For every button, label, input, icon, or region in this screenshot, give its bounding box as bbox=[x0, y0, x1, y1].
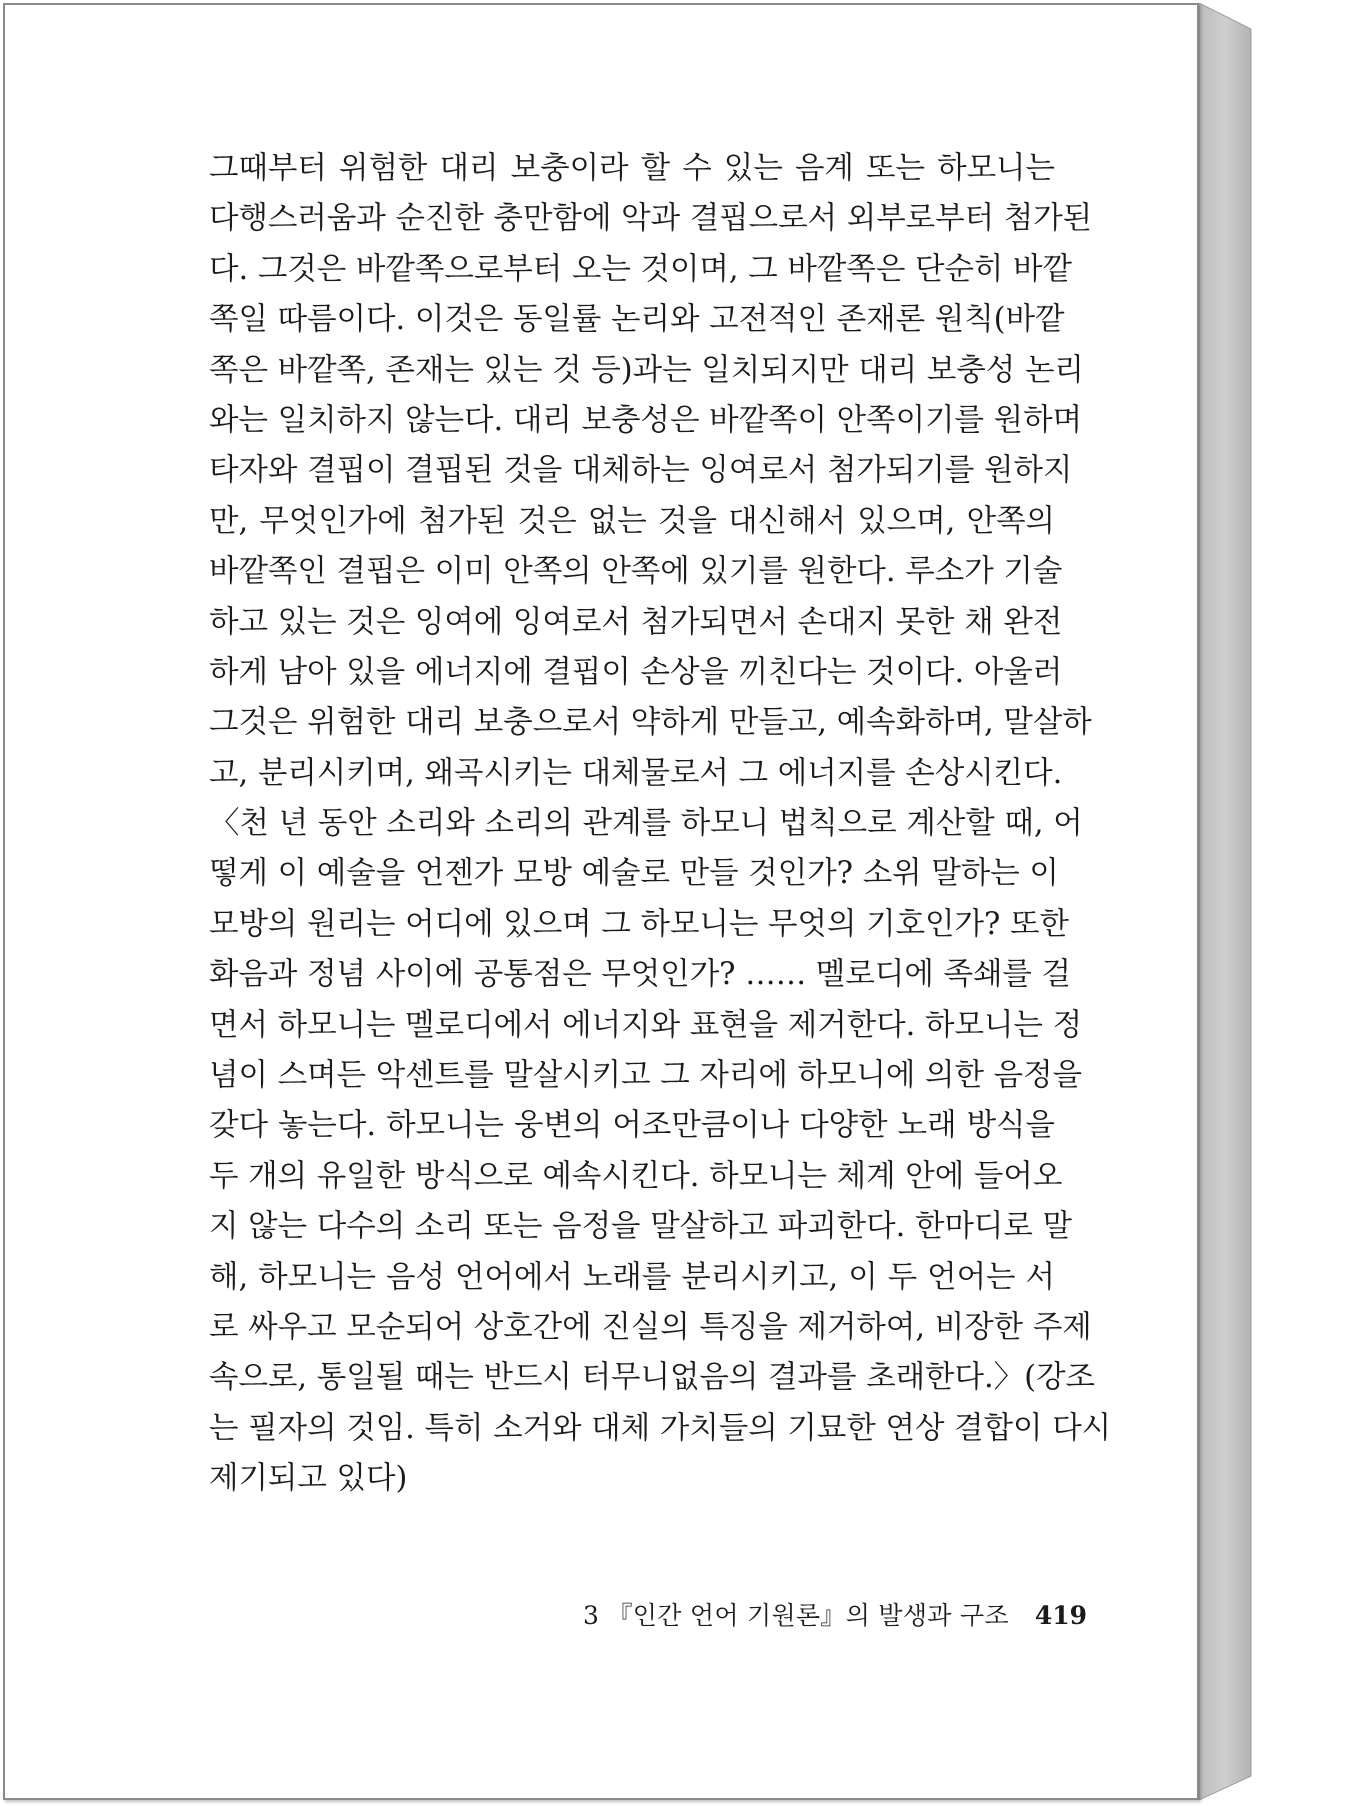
text-line: 쪽은 바깥쪽, 존재는 있는 것 등)과는 일치되지만 대리 보충성 논리 bbox=[209, 352, 1084, 388]
text-line: 화음과 정념 사이에 공통점은 무엇인가? …… 멜로디에 족쇄를 걸 bbox=[209, 957, 1072, 993]
text-line: 하고 있는 것은 잉여에 잉여로서 첨가되면서 손대지 못한 채 완전 bbox=[209, 604, 1063, 640]
page-number: 419 bbox=[1034, 1601, 1088, 1630]
page-edge-shape bbox=[1199, 3, 1257, 1800]
text-line: 고, 분리시키며, 왜곡시키는 대체물로서 그 에너지를 손상시킨다. bbox=[209, 755, 1063, 791]
page-footer bbox=[583, 1594, 1088, 1638]
text-line: 떻게 이 예술을 언젠가 모방 예술로 만들 것인가? 소위 말하는 이 bbox=[209, 856, 1059, 892]
text-line: 바깥쪽인 결핍은 이미 안쪽의 안쪽에 있기를 원한다. 루소가 기술 bbox=[209, 554, 1063, 590]
text-line: 는 필자의 것임. 특히 소거와 대체 가치들의 기묘한 연상 결합이 다시 bbox=[209, 1410, 1112, 1446]
text-line: 지 않는 다수의 소리 또는 음정을 말살하고 파괴한다. 한마디로 말 bbox=[209, 1209, 1072, 1245]
text-line: 속으로, 통일될 때는 반드시 터무니없음의 결과를 초래한다.〉(강조 bbox=[209, 1360, 1095, 1396]
text-line: 념이 스며든 악센트를 말살시키고 그 자리에 하모니에 의한 음정을 bbox=[209, 1058, 1083, 1094]
text-line: 해, 하모니는 음성 언어에서 노래를 분리시키고, 이 두 언어는 서 bbox=[209, 1259, 1055, 1295]
text-line: 갖다 놓는다. 하모니는 웅변의 어조만큼이나 다양한 노래 방식을 bbox=[209, 1108, 1055, 1144]
text-line: 그것은 위험한 대리 보충으로서 약하게 만들고, 예속화하며, 말살하 bbox=[209, 705, 1092, 741]
running-footer-chapter: 3 『인간 언어 기원론』의 발생과 구조 bbox=[583, 1601, 1009, 1630]
text-line: 타자와 결핍이 결핍된 것을 대체하는 잉여로서 첨가되기를 원하지 bbox=[209, 453, 1073, 489]
text-line: 다행스러움과 순진한 충만함에 악과 결핍으로서 외부로부터 첨가된 bbox=[209, 201, 1093, 237]
text-line: 로 싸우고 모순되어 상호간에 진실의 특징을 제거하여, 비장한 주제 bbox=[209, 1309, 1092, 1345]
text-line: 쪽일 따름이다. 이것은 동일률 논리와 고전적인 존재론 원칙(바깥 bbox=[209, 302, 1065, 338]
book-page-edge bbox=[1199, 3, 1257, 1800]
text-line: 제기되고 있다) bbox=[209, 1461, 408, 1497]
text-line: 그때부터 위험한 대리 보충이라 할 수 있는 음계 또는 하모니는 bbox=[209, 151, 1055, 186]
text-line: 하게 남아 있을 에너지에 결핍이 손상을 끼친다는 것이다. 아울러 bbox=[209, 654, 1063, 690]
text-line: 만, 무엇인가에 첨가된 것은 없는 것을 대신해서 있으며, 안쪽의 bbox=[209, 503, 1055, 539]
text-line: 면서 하모니는 멜로디에서 에너지와 표현을 제거한다. 하모니는 정 bbox=[209, 1007, 1083, 1043]
text-line: 모방의 원리는 어디에 있으며 그 하모니는 무엇의 기호인가? 또한 bbox=[209, 906, 1069, 942]
text-line: 와는 일치하지 않는다. 대리 보충성은 바깥쪽이 안쪽이기를 원하며 bbox=[209, 402, 1083, 438]
text-line: 〈천 년 동안 소리와 소리의 관계를 하모니 법칙으로 계산할 때, 어 bbox=[209, 806, 1083, 842]
body-text bbox=[209, 144, 1112, 1505]
text-line: 두 개의 유일한 방식으로 예속시킨다. 하모니는 체계 안에 들어오 bbox=[209, 1158, 1063, 1194]
text-line: 다. 그것은 바깥쪽으로부터 오는 것이며, 그 바깥쪽은 단순히 바깥 bbox=[209, 251, 1072, 287]
